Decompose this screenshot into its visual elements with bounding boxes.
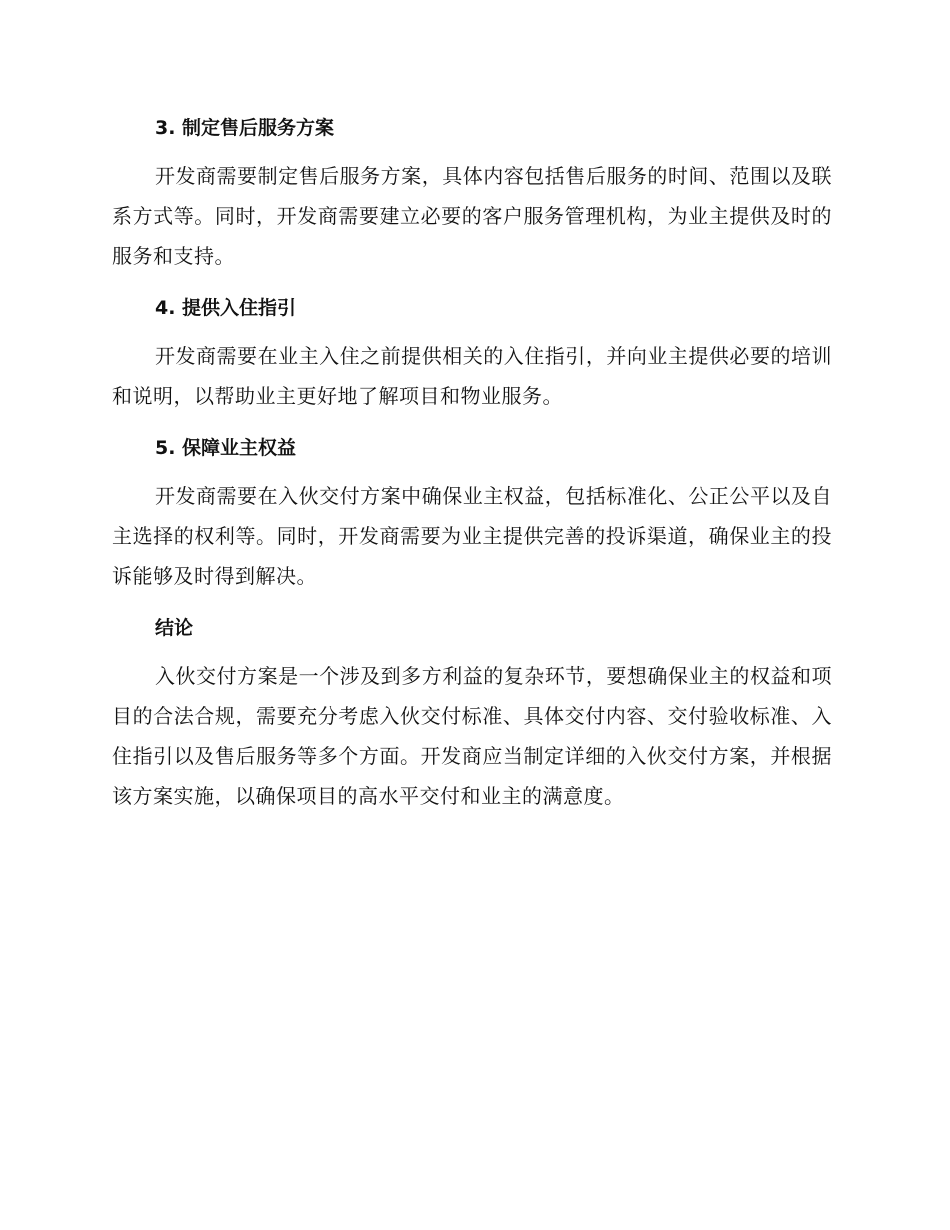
section-owner-rights xyxy=(112,428,832,596)
section-paragraph: 开发商需要在业主入住之前提供相关的入住指引，并向业主提供必要的培训和说明，以帮助业主更好地了解项目和物业服务。 xyxy=(112,344,832,408)
section-heading: 4. 提供入住指引 xyxy=(155,297,297,319)
section-heading: 3. 制定售后服务方案 xyxy=(155,117,335,139)
section-paragraph: 开发商需要在入伙交付方案中确保业主权益，包括标准化、公正公平以及自主选择的权利等。同时，开发商需要为业主提供完善的投诉渠道，确保业主的投诉能够及时得到解决。 xyxy=(112,484,832,588)
section-conclusion xyxy=(112,608,832,816)
section-heading: 结论 xyxy=(155,617,194,639)
section-move-in-guide xyxy=(112,288,832,416)
section-heading: 5. 保障业主权益 xyxy=(155,437,297,459)
section-after-sales xyxy=(112,108,832,276)
section-paragraph: 入伙交付方案是一个涉及到多方利益的复杂环节，要想确保业主的权益和项目的合法合规，需要充分考虑入伙交付标准、具体交付内容、交付验收标准、入住指引以及售后服务等多个方面。开发商应当制定详细的入伙交付方案，并根据该方案实施，以确保项目的高水平交付和业主的满意度。 xyxy=(112,664,832,808)
section-paragraph: 开发商需要制定售后服务方案，具体内容包括售后服务的时间、范围以及联系方式等。同时，开发商需要建立必要的客户服务管理机构，为业主提供及时的服务和支持。 xyxy=(112,164,832,268)
document-body xyxy=(112,108,832,828)
